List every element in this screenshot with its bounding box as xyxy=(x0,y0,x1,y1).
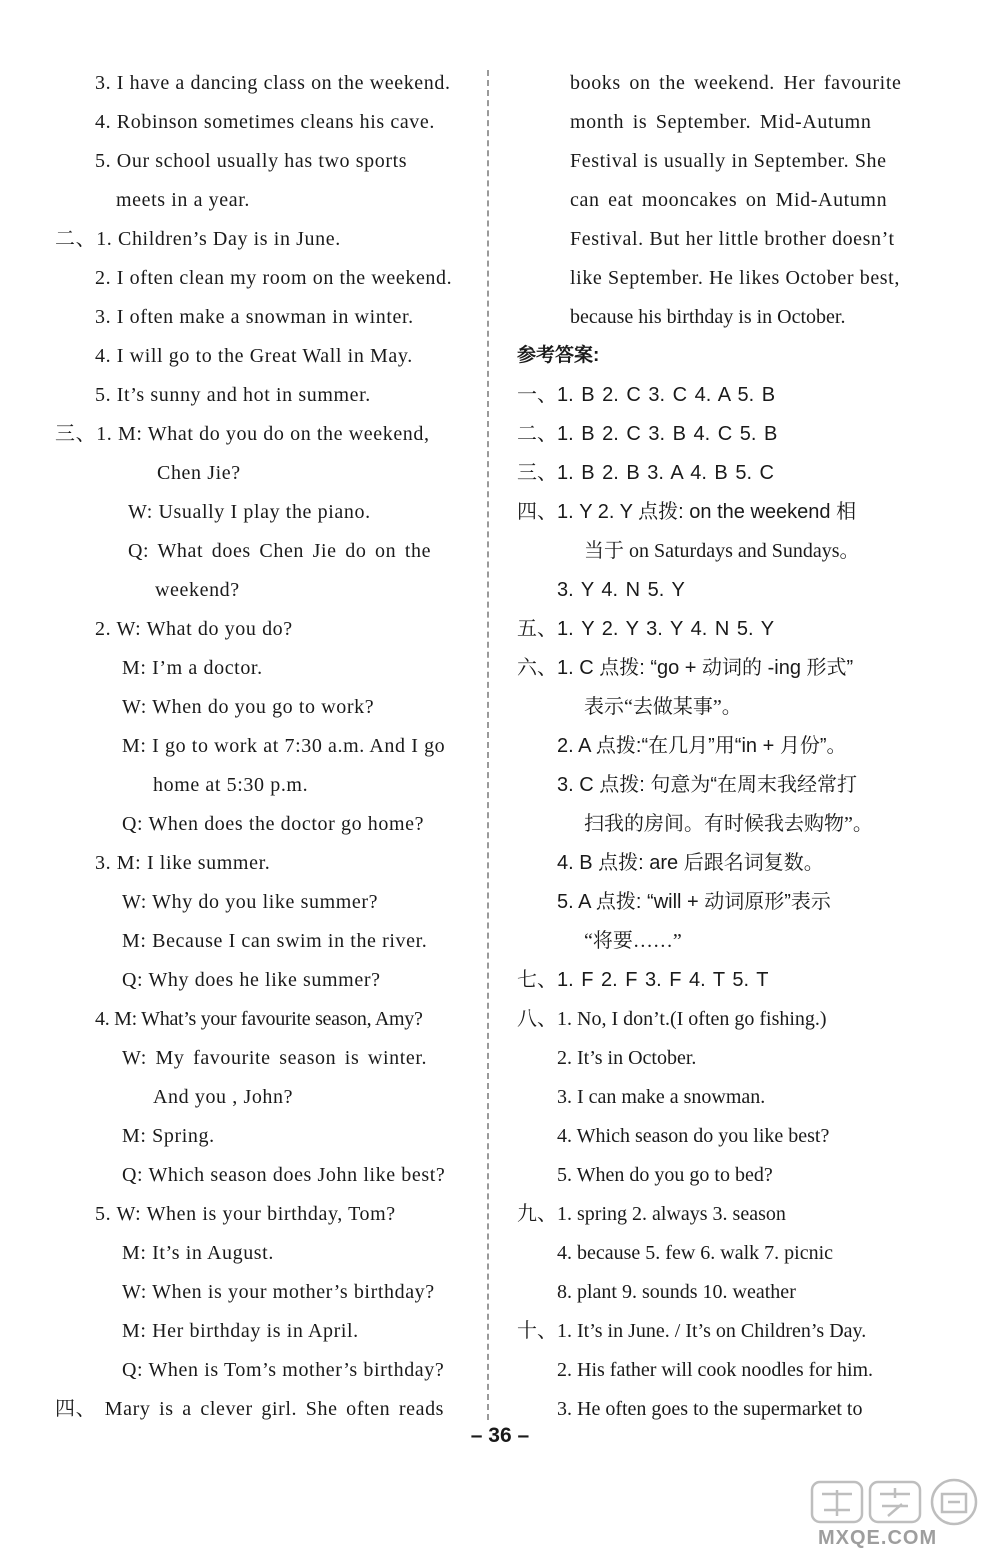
answer-line: 六、1. C 点拨: “go + 动词的 -ing 形式” xyxy=(517,657,854,679)
text-line: M: Her birthday is in April. xyxy=(122,1320,359,1342)
page-number: – 36 – xyxy=(470,1424,530,1447)
text-line: 3. I often make a snowman in winter. xyxy=(95,306,414,328)
answer-line: 表示“去做某事”。 xyxy=(584,696,742,718)
text-line: Q: When does the doctor go home? xyxy=(122,813,425,835)
text-line: because his birthday is in October. xyxy=(570,306,846,328)
text-line: And you , John? xyxy=(153,1086,294,1108)
answer-line: 4. Which season do you like best? xyxy=(557,1125,830,1147)
text-line: Chen Jie? xyxy=(157,462,241,484)
text-line: 5. It’s sunny and hot in summer. xyxy=(95,384,371,406)
text-line: books on the weekend. Her favourite xyxy=(570,72,902,94)
answer-line: 2. It’s in October. xyxy=(557,1047,697,1069)
answer-key-heading: 参考答案: xyxy=(517,345,600,366)
answer-line: 5. When do you go to bed? xyxy=(557,1164,773,1186)
answer-line: 九、1. spring 2. always 3. season xyxy=(517,1203,786,1225)
text-line: 5. W: When is your birthday, Tom? xyxy=(95,1203,396,1225)
text-line: can eat mooncakes on Mid-Autumn xyxy=(570,189,888,211)
text-line: 3. I have a dancing class on the weekend. xyxy=(95,72,451,94)
section-heading-2: 二、1. Children’s Day is in June. xyxy=(55,228,341,250)
answer-line: 扫我的房间。有时候我去购物”。 xyxy=(584,813,873,835)
text-line: 4. Robinson sometimes cleans his cave. xyxy=(95,111,435,133)
text-line: M: Because I can swim in the river. xyxy=(122,930,428,952)
answer-line: “将要……” xyxy=(584,930,682,952)
text-line: 2. I often clean my room on the weekend. xyxy=(95,267,453,289)
text-line: W: Why do you like summer? xyxy=(122,891,379,913)
answer-line: 二、1. B 2. C 3. B 4. C 5. B xyxy=(517,423,778,445)
text-line: 4. M: What’s your favourite season, Amy? xyxy=(95,1008,423,1030)
text-line: month is September. Mid-Autumn xyxy=(570,111,872,133)
answer-line: 3. C 点拨: 句意为“在周末我经常打 xyxy=(557,774,858,796)
text-line: M: Spring. xyxy=(122,1125,215,1147)
answer-line: 5. A 点拨: “will + 动词原形”表示 xyxy=(557,891,831,913)
text-line: M: I’m a doctor. xyxy=(122,657,263,679)
answer-line: 3. Y 4. N 5. Y xyxy=(557,579,685,601)
answer-line: 三、1. B 2. B 3. A 4. B 5. C xyxy=(517,462,775,484)
text-line: W: When do you go to work? xyxy=(122,696,375,718)
text-line: 5. Our school usually has two sports xyxy=(95,150,408,172)
text-line: Q: Why does he like summer? xyxy=(122,969,381,991)
text-line: 4. I will go to the Great Wall in May. xyxy=(95,345,413,367)
answer-line: 4. because 5. few 6. walk 7. picnic xyxy=(557,1242,834,1264)
text-line: Festival. But her little brother doesn’t xyxy=(570,228,895,250)
text-line: 2. W: What do you do? xyxy=(95,618,293,640)
answer-line: 当于 on Saturdays and Sundays。 xyxy=(584,540,860,562)
answer-line: 一、1. B 2. C 3. C 4. A 5. B xyxy=(517,384,776,406)
answer-line: 八、1. No, I don’t.(I often go fishing.) xyxy=(517,1008,827,1030)
section-heading-3: 三、1. M: What do you do on the weekend, xyxy=(55,423,430,445)
answer-line: 四、1. Y 2. Y 点拨: on the weekend 相 xyxy=(517,501,857,523)
watermark-site: MXQE.COM xyxy=(818,1527,938,1549)
text-line: like September. He likes October best, xyxy=(570,267,900,289)
text-line: W: Usually I play the piano. xyxy=(128,501,371,523)
text-line: Q: Which season does John like best? xyxy=(122,1164,446,1186)
answer-line: 七、1. F 2. F 3. F 4. T 5. T xyxy=(517,969,769,991)
text-line: M: It’s in August. xyxy=(122,1242,274,1264)
text-line: Festival is usually in September. She xyxy=(570,150,887,172)
section-heading-4: 四、 Mary is a clever girl. She often reads xyxy=(55,1398,445,1420)
text-line: home at 5:30 p.m. xyxy=(153,774,309,796)
text-line: M: I go to work at 7:30 a.m. And I go xyxy=(122,735,446,757)
text-line: weekend? xyxy=(155,579,240,601)
answer-line: 十、1. It’s in June. / It’s on Children’s Day. xyxy=(517,1320,867,1342)
text-line: W: When is your mother’s birthday? xyxy=(122,1281,435,1303)
answer-line: 五、1. Y 2. Y 3. Y 4. N 5. Y xyxy=(517,618,775,640)
text-line: 3. M: I like summer. xyxy=(95,852,271,874)
answer-line: 3. I can make a snowman. xyxy=(557,1086,766,1108)
answer-line: 4. B 点拨: are 后跟名词复数。 xyxy=(557,852,824,874)
column-divider xyxy=(487,70,489,1420)
text-line: Q: What does Chen Jie do on the xyxy=(128,540,432,562)
answer-line: 2. A 点拨:“在几月”用“in + 月份”。 xyxy=(557,735,847,757)
answer-line: 2. His father will cook noodles for him. xyxy=(557,1359,874,1381)
text-line: Q: When is Tom’s mother’s birthday? xyxy=(122,1359,445,1381)
text-line: W: My favourite season is winter. xyxy=(122,1047,428,1069)
answer-line: 8. plant 9. sounds 10. weather xyxy=(557,1281,796,1303)
text-line: meets in a year. xyxy=(116,189,250,211)
answer-line: 3. He often goes to the supermarket to xyxy=(557,1398,863,1420)
